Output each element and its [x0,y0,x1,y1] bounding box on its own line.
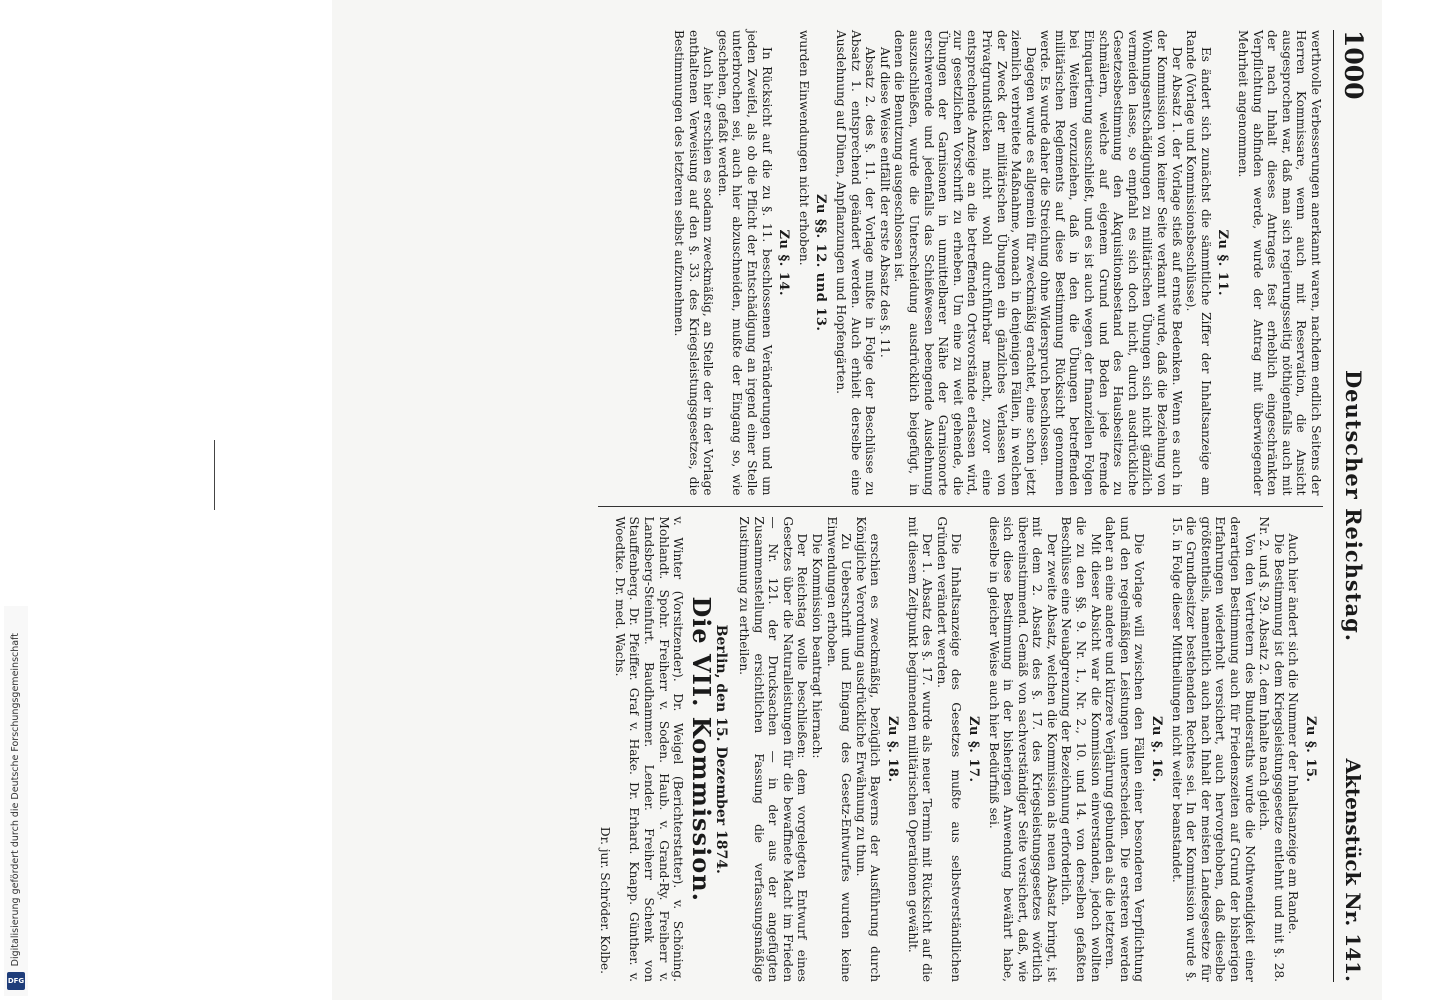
paragraph: Von den Vertretern des Bundesraths wurde die Nothwendigkeit einer derartigen Bestimmung auch für Friedenszeiten auf Grund der bisherigen Erfahrungen wiederholt versichert, auch hervorgehoben, daß dieselbe größtentheils, namentlich auch nach Inhalt der meisten Landesgesetze für die Grundbesitzer bestehenden Rechtes sei. In der Kommission wurde §. 15. in Folge dieser Mittheilungen nicht weiter beanstandet. [1169,516,1257,982]
left-column [598,30,1323,506]
two-column-body [598,30,1323,982]
section-heading: Zu §. 16. [1149,716,1165,783]
signers: Dr. jur. Schröder. Kolbe. [598,826,613,974]
committee-title: Die VII. Kommission. [686,596,716,903]
page-number: 1000 [1339,30,1368,100]
dfg-logo: DFG [7,972,25,990]
paragraph: Mit dieser Absicht war die Kommission einverstanden, jedoch wollten die zu den §§. 9. Nr. 1., Nr. 2., 10. und 14. von derselben gefaßten Beschlüsse eine Neuabgrenzung der Bezeichnung erforderlich. [1059,516,1103,982]
section-heading: Zu §. 14. [776,229,792,296]
paragraph: Der Reichstag wolle beschließen: dem vorgelegten Entwurf eines Gesetzes über die Naturalleistungen für die bewaffnete Macht im Frieden — Nr. 121. der Drucksachen — in der aus der angefügten Zusammenstellung ersichtlichen Fassung die verfassungsmäßige Zustimmung zu ertheilen. [737,516,810,982]
digitization-sidebar [4,606,28,996]
running-title: Deutscher Reichstag. [1341,369,1366,643]
paragraph: erschien es zweckmäßig, bezüglich Bayerns der Ausführung durch Königliche Verordnung ausdrückliche Erwähnung zu thun. [853,516,883,982]
funding-credit: Digitalisierung gefördert durch die Deutsche Forschungsgemeinschaft [10,632,21,966]
rotated-document-page [332,0,1382,1000]
paragraph: Der zweite Absatz, welchen die Kommission als neuen Absatz bringt, ist mit dem 2. Absatz des §. 17. des Kriegsleistungsgesetzes wörtlich übereinstimmend. Gemäß von sachverständiger Seite versichert, daß, wie sich diese Bestimmung in der bisherigen Anwendung bewährt habe, dieselbe in gleicher Weise auch hier Bedürfniß sei. [986,516,1059,982]
paragraph: Der Absatz 1. der Vorlage stieß auf ernste Bedenken. Wenn es auch in der Kommission von keiner Seite verkannt wurde, daß die Beziehung von Wohnungsentschädigungen zu militärischen Übungen sich nicht gänzlich vermeiden lasse, so empfahl es sich doch nicht, durch ausdrückliche Gesetzesbestimmung den Akquisitionsbestand des Hausbesitzes zu schmälern, welche auf eigenem Grund und Boden jede fremde Einquartierung ausschließt, und es ist auch wegen der finanziellen Folgen bei Weitem vorzuziehen, daß in den die Übungen betreffenden militärischen Reglements auf diese Bestimmung Rücksicht genommen werde. Es wurde daher die Streichung ohne Widerspruch beschlossen. [1038,30,1184,496]
section-heading: Zu §. 18. [884,716,900,783]
paragraph: Die Inhaltsanzeige des Gesetzes mußte aus selbstverständlichen Gründen verändert werden. [934,516,964,982]
page-header [1333,30,1368,982]
paragraph: Auf diese Weise entfällt der erste Absatz des §. 11. [877,46,892,358]
paragraph: Der 1. Absatz des §. 17. wurde als neuer Termin mit Rücksicht auf die mit diesem Zeitpunkt beginnenden militärischen Operationen gewählt. [905,516,935,982]
section-heading: Zu §. 15. [1303,716,1318,783]
paragraph: In Rücksicht auf die zu §. 11. beschlossenen Veränderungen und um jeden Zweifel, als ob die Pflicht der Entschädigung an irgend einer Stelle unterbrochen sei, auch hier abzuschneiden, mußte der Eingang so, wie geschehen, gefaßt werden. [715,30,774,496]
document-number: Aktenstück Nr. 141. [1341,758,1365,982]
paragraph: Dagegen wurde es allgemein für zweckmäßig erachtet, eine schon jetzt ziemlich verbreitete Maßnahme, wonach in denjenigen Fällen, in welchen der Zweck der militärischen Übungen ein gänzliches Verlassen von Privatgrundstücken nicht wohl durchführbar macht, zuvor eine entsprechende Anzeige an die betreffenden Ortsvorstände erlassen wird, zur gesetzlichen Vorschrift zu erheben. Um eine zu weit gehende, die Übungen der Garnisonen in unmittelbarer Nähe der Garnisonorte erschwerende und jedenfalls das Schießwesen beengende Ausdehnung auszuschließen, wurde die Unterscheidung ausdrücklich beigefügt, in denen die Benutzung ausgeschlossen ist. [892,30,1038,496]
paragraph: Es ändert sich zunächst die sämmtliche Ziffer der Inhaltsanzeige am Rande (Vorlage und Kommissionsbeschlüsse). [1184,30,1213,496]
paragraph: Die Vorlage will zwischen den Fällen einer besonderen Verpflichtung und den regelmäßigen Leistungen unterscheiden. Die ersteren werden daher an eine andere und kürzere Verjährung gebunden als die letzteren. [1103,516,1147,982]
member-list: v. Winter (Vorsitzender). Dr. Weigel (Berichterstatter). v. Schöning. Mohlandt. Spohr. Freiherr v. Soden. Haub. v. Grand-Ry. Freiherr v. Landsberg-Steinfurt. Baudhammer. Lender. Freiherr Schenk von Stauffenberg. Dr. Pfeiffer. Graf v. Hake. Dr. Erhard. Knapp. Günther. v. Woedtke. Dr. med. Wachs. [612,516,686,982]
date-line: Berlin, den 15. Dezember 1874. [713,624,730,874]
paragraph: Zu Ueberschrift und Eingang des Gesetz-Entwurfes wurden keine Einwendungen erhoben. [824,516,854,982]
paragraph: Die Bestimmung ist dem Kriegsleistungsgesetze entlehnt und mit §. 28. Nr. 2. und §. 29. Absatz 2. dem Inhalte nach gleich. [1257,516,1286,982]
paragraph: Auch hier erschien es sodann zweckmäßig, an Stelle der in der Vorlage enthaltenen Verweisung auf den §. 33. des Kriegsleistungsgesetzes, die Bestimmungen des letzteren selbst aufzunehmen. [672,30,716,496]
paragraph: werthvolle Verbesserungen anerkannt waren, nachdem endlich Seitens der Herren Kommissare, wenn auch mit Reservation, die Ansicht ausgesprochen war, daß man sich regierungsseitig nöthigenfalls auch mit der nach Inhalt dieses Antrages fest erheblich eingeschränkten Verpflichtung abfinden werde, wurde der Antrag mit überwiegender Mehrheit angenommen. [1236,30,1323,496]
paragraph: Auch hier ändert sich die Nummer der Inhaltsanzeige am Rande. [1286,533,1301,935]
paragraph: Absatz 2. des §. 11. der Vorlage mußte in Folge der Beschlüsse zu Absatz 1. entsprechend geändert werden. Auch erhielt derselbe eine Ausdehnung auf Dünen, Anpflanzungen und Hopfengärten. [834,30,878,496]
right-column [598,506,1323,983]
section-heading: Zu §§. 12. und 13. [813,194,829,332]
paragraph: wurden Einwendungen nicht erhoben. [796,30,811,266]
section-heading: Zu §. 17. [965,716,981,783]
section-heading: Zu §. 11. [1215,229,1231,296]
margin-rule [214,440,215,510]
paragraph: Die Kommission beantragt hiernach: [810,533,824,759]
